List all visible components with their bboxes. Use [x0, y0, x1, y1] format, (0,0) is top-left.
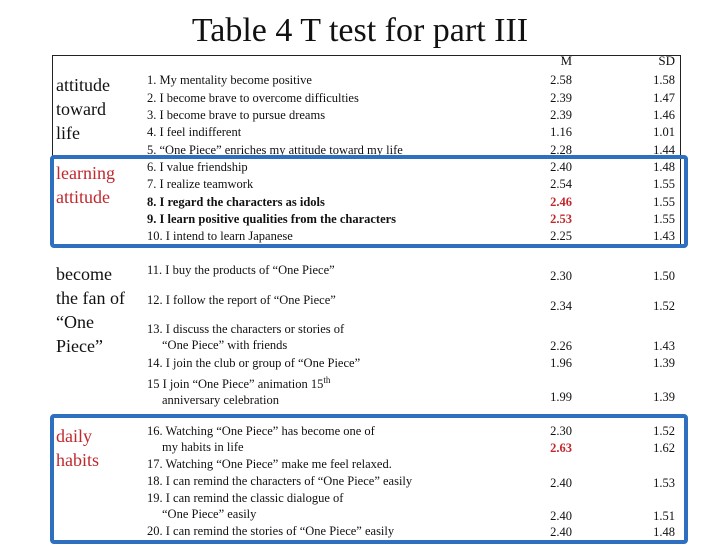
m-value: 2.34 — [550, 299, 572, 313]
highlight-box-learning — [50, 155, 688, 248]
item-text: 4. I feel indifferent — [147, 125, 242, 139]
item-text: 11. I buy the products of “One Piece” — [147, 263, 335, 277]
item-text: 3. I become brave to pursue dreams — [147, 108, 326, 122]
sd-value: 1.44 — [653, 143, 675, 157]
m-value: 2.39 — [550, 91, 572, 105]
m-value: 2.30 — [550, 424, 572, 438]
sd-value: 1.46 — [653, 108, 675, 122]
category-daily-habits: daily habits — [56, 426, 99, 470]
item-text: 12. I follow the report of “One Piece” — [147, 293, 336, 307]
sd-value: 1.47 — [653, 91, 675, 105]
table-top-rule — [52, 55, 680, 56]
m-value: 2.40 — [550, 476, 572, 490]
sd-value: 1.43 — [653, 229, 675, 243]
sd-value: 1.39 — [653, 390, 675, 404]
m-value-highlighted: 2.46 — [550, 195, 572, 209]
item-text: 15 I join “One Piece” animation 15th anniversary celebration — [147, 375, 331, 408]
item-text: 18. I can remind the characters of “One Piece” easily — [147, 474, 413, 488]
header-m: M — [560, 53, 572, 68]
sd-value: 1.55 — [653, 177, 675, 191]
sd-value: 1.39 — [653, 356, 675, 370]
sd-value: 1.62 — [653, 441, 675, 455]
sd-value: 1.48 — [653, 160, 675, 174]
sd-value: 1.51 — [653, 509, 675, 523]
item-text: 20. I can remind the stories of “One Piece” easily — [147, 524, 395, 538]
sd-value: 1.52 — [653, 424, 675, 438]
category-attitude-toward-life: attitude toward life — [56, 75, 110, 143]
header-sd: SD — [658, 53, 675, 68]
m-value: 2.39 — [550, 108, 572, 122]
sd-value: 1.55 — [653, 212, 675, 226]
highlight-box-daily — [50, 414, 688, 544]
m-value: 2.26 — [550, 339, 572, 353]
item-text: 17. Watching “One Piece” make me feel relaxed. — [147, 457, 392, 471]
item-text: 10. I intend to learn Japanese — [147, 229, 293, 243]
item-text: 19. I can remind the classic dialogue of “One Piece” easily — [147, 491, 344, 521]
item-text: 5. “One Piece” enriches my attitude toward my life — [147, 143, 403, 157]
m-value: 2.54 — [550, 177, 572, 191]
m-value-highlighted: 2.63 — [550, 441, 572, 455]
item-text: 13. I discuss the characters or stories of “One Piece” with friends — [147, 322, 345, 352]
m-value: 2.58 — [550, 73, 572, 87]
page-title: Table 4 T test for part III — [191, 12, 529, 49]
item-text: 6. I value friendship — [147, 160, 248, 174]
sd-value: 1.55 — [653, 195, 675, 209]
category-become-fan: become the fan of “One Piece” — [56, 264, 125, 356]
m-value: 2.40 — [550, 525, 572, 539]
m-value: 1.16 — [550, 125, 572, 139]
item-text: 16. Watching “One Piece” has become one of my habits in life — [147, 424, 375, 454]
sd-value: 1.48 — [653, 525, 675, 539]
sd-value: 1.52 — [653, 299, 675, 313]
m-value-highlighted: 2.53 — [550, 212, 572, 226]
item-text: 2. I become brave to overcome difficulties — [147, 91, 359, 105]
m-value: 2.28 — [550, 143, 572, 157]
category-learning-attitude: learning attitude — [56, 163, 115, 207]
item-text: 14. I join the club or group of “One Piece” — [147, 356, 361, 370]
item-text: 8. I regard the characters as idols — [147, 195, 325, 209]
item-text: 7. I realize teamwork — [147, 177, 254, 191]
sd-value: 1.50 — [653, 269, 675, 283]
m-value: 2.25 — [550, 229, 572, 243]
sd-value: 1.01 — [653, 125, 675, 139]
item-text: 9. I learn positive qualities from the characters — [147, 212, 397, 226]
sd-value: 1.58 — [653, 73, 675, 87]
sd-value: 1.43 — [653, 339, 675, 353]
m-value: 2.30 — [550, 269, 572, 283]
m-value: 1.99 — [550, 390, 572, 404]
m-value: 1.96 — [550, 356, 572, 370]
m-value: 2.40 — [550, 160, 572, 174]
item-text: 1. My mentality become positive — [147, 73, 312, 87]
sd-value: 1.53 — [653, 476, 675, 490]
m-value: 2.40 — [550, 509, 572, 523]
